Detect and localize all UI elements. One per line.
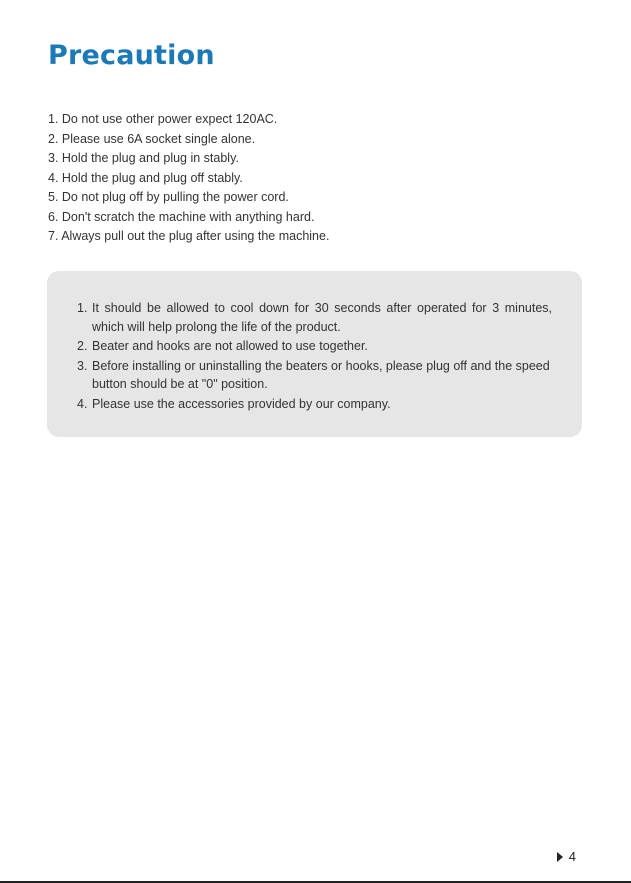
page-footer bbox=[557, 849, 576, 864]
notes-box bbox=[47, 271, 582, 437]
list-item: 6. Don't scratch the machine with anything hard. bbox=[48, 209, 315, 224]
notes-list bbox=[77, 299, 552, 414]
list-item: 1. Do not use other power expect 120AC. bbox=[48, 112, 278, 126]
list-item bbox=[77, 337, 552, 356]
list-item bbox=[77, 357, 552, 394]
note-text: Beater and hooks are not allowed to use together. bbox=[92, 339, 368, 353]
list-item: 3. Hold the plug and plug in stably. bbox=[48, 151, 239, 165]
page-number: 4 bbox=[568, 849, 576, 864]
note-text: It should be allowed to cool down for 30 seconds after operated for 3 minutes, which will help prolong the life of the product. bbox=[92, 301, 552, 334]
list-item: 7. Always pull out the plug after using the machine. bbox=[48, 229, 330, 243]
triangle-right-icon bbox=[557, 852, 563, 862]
list-item: 5. Do not plug off by pulling the power cord. bbox=[48, 190, 289, 204]
note-number: 4. bbox=[77, 396, 88, 411]
list-item: 4. Hold the plug and plug off stably. bbox=[48, 170, 243, 185]
list-item bbox=[77, 299, 552, 336]
list-item bbox=[77, 395, 552, 414]
note-text: Before installing or uninstalling the beaters or hooks, please plug off and the speed button should be at "0" position. bbox=[92, 358, 550, 391]
page-title: Precaution bbox=[48, 40, 215, 71]
note-text: Please use the accessories provided by our company. bbox=[92, 396, 391, 411]
note-number: 3. bbox=[77, 358, 88, 373]
precaution-list bbox=[48, 110, 329, 247]
note-number: 1. bbox=[77, 301, 88, 315]
list-item: 2. Please use 6A socket single alone. bbox=[48, 131, 256, 146]
note-number: 2. bbox=[77, 339, 88, 353]
